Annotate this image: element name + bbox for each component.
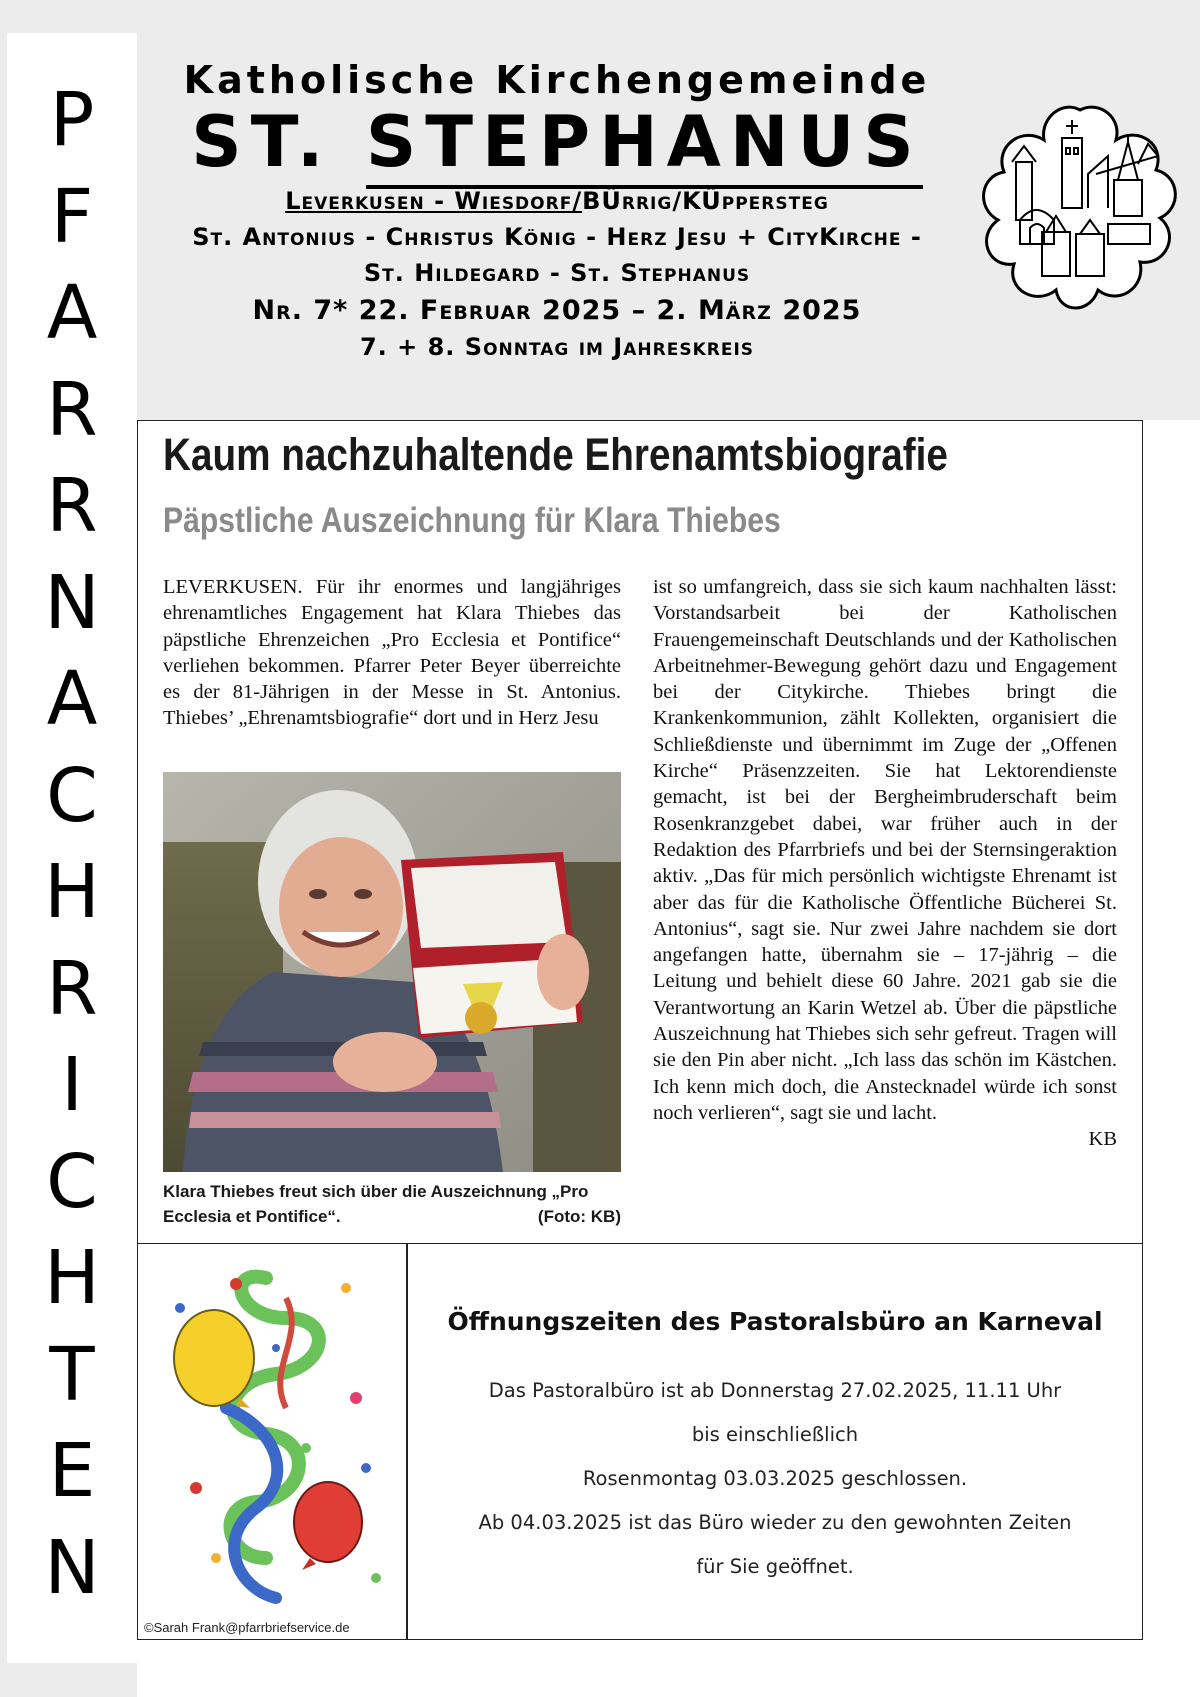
side-letter: N [44, 1524, 100, 1611]
side-letter: R [46, 366, 98, 453]
side-letter: C [46, 752, 98, 839]
location-rest: BÜrrig/KÜppersteg [582, 187, 829, 215]
parish-churches-logo-icon [980, 104, 1180, 314]
side-letter: A [46, 656, 98, 742]
side-letter: C [46, 1138, 98, 1225]
side-letter: P [49, 77, 95, 163]
parish-org-line: Katholische Kirchengemeinde [183, 58, 931, 102]
notice-line: Ab 04.03.2025 ist das Büro wieder zu den gewohnten Zeiten [478, 1511, 1072, 1534]
article-headline: Kaum nachzuhaltende Ehrenamtsbiografie [163, 429, 948, 480]
side-letter: T [49, 1331, 95, 1418]
side-letter: N [44, 559, 100, 646]
photo-credit: (Foto: KB) [537, 1207, 621, 1226]
location-underlined: Leverkusen - Wiesdorf/ [285, 187, 583, 215]
article-photo [163, 772, 621, 1172]
side-letter: H [44, 1235, 100, 1321]
article-column-2 [653, 574, 1117, 1153]
balloons-streamers-illustration [156, 1258, 396, 1610]
article-signature: KB [1088, 1128, 1117, 1151]
side-letter: E [48, 1428, 96, 1514]
side-letter: F [50, 173, 94, 260]
location-line [137, 187, 977, 215]
notice-box [137, 1243, 1143, 1640]
churches-line-2: St. Hildegard - St. Stephanus [363, 259, 751, 287]
photo-caption-text: Klara Thiebes freut sich über die Auszeichnung „Pro Ecclesia et Pontifice“. [163, 1182, 589, 1226]
article-column-1: LEVERKUSEN. Für ihr enormes und langjähriges ehrenamtliches Engagement hat Klara Thiebes das päpstliche Ehrenzeichen „Pro Ecclesia et Pontifice“ verliehen bekommen. Pfarrer Peter Beyer überreichte es der 81-Jährigen in der Messe in St. Antonius. Thiebes’ „Ehrenamtsbiografie“ dort und in Herz Jesu [163, 576, 621, 730]
image-credit: ©Sarah Frank@pfarrbriefservice.de [144, 1620, 350, 1635]
article-subheadline: Päpstliche Auszeichnung für Klara Thiebes [163, 501, 781, 540]
side-letter: I [61, 1042, 83, 1128]
vertical-title-pfarrnachrichten [7, 72, 137, 1616]
article-column-2-text: ist so umfangreich, dass sie sich kaum nachhalten lässt: Vorstandsarbeit bei der Katholischen Frauengemeinschaft Deutschlands und der Katholischen Arbeitnehmer-Bewegung gehört dazu und Engagement bei der Citykirche. Thiebes bringt die Krankenkommunion, zählt Kollekten, organisiert die Schließdienste und übernimmt im Zuge der „Offenen Kirche“ Präsenzzeiten. Sie hat Lektorendienste gemacht, ist bei der Bergheimbruderschaft beim Rosenkranzgebet dabei, war früher auch in der Redaktion des Pfarrbriefs und bei der Sternsingeraktion aktiv. „Das für mich persönlich wichtigste Ehrenamt ist aber das für die Katholische Öffentliche Bücherei St. Antonius“, sagt sie. Nur zwei Jahre nachdem sie dort angefangen hatte, übernahm sie – 17-jährig – die Leitung und behielt diese 60 Jahre. 2021 gab sie die Verantwortung an Karin Wetzel ab. Über die päpstliche Auszeichnung hat Thiebes sich sehr gefreut. Tragen will sie den Pin aber nicht. „Ich lass das schön im Kästchen. Ich kenn mich doch, die Anstecknadel würde ich sonst noch verlieren“, sagt sie und lacht. [653, 576, 1117, 1124]
side-letter: R [46, 945, 98, 1032]
notice-line: für Sie geöffnet. [696, 1555, 854, 1578]
parish-name-prefix: ST. [191, 101, 333, 183]
notice-line: Das Pastoralbüro ist ab Donnerstag 27.02.2025, 11.11 Uhr [488, 1379, 1062, 1402]
notice-line: Rosenmontag 03.03.2025 geschlossen. [582, 1467, 968, 1490]
churches-line-1: St. Antonius - Christus König - Herz Jesu + CityKirche - [192, 223, 922, 251]
notice-line: bis einschließlich [691, 1423, 859, 1446]
sunday-line: 7. + 8. Sonntag im Jahreskreis [359, 333, 755, 361]
notice-title: Öffnungszeiten des Pastoralsbüro an Karneval [447, 1307, 1103, 1336]
side-letter: H [44, 849, 100, 935]
side-letter: R [46, 463, 98, 549]
issue-line: Nr. 7* 22. Februar 2025 – 2. März 2025 [252, 295, 862, 326]
parish-name-main: STEPHANUS [366, 101, 923, 189]
newspaper-article [137, 420, 1143, 1244]
photo-caption [163, 1179, 621, 1229]
parish-name [137, 101, 977, 183]
side-letter: A [46, 270, 98, 356]
